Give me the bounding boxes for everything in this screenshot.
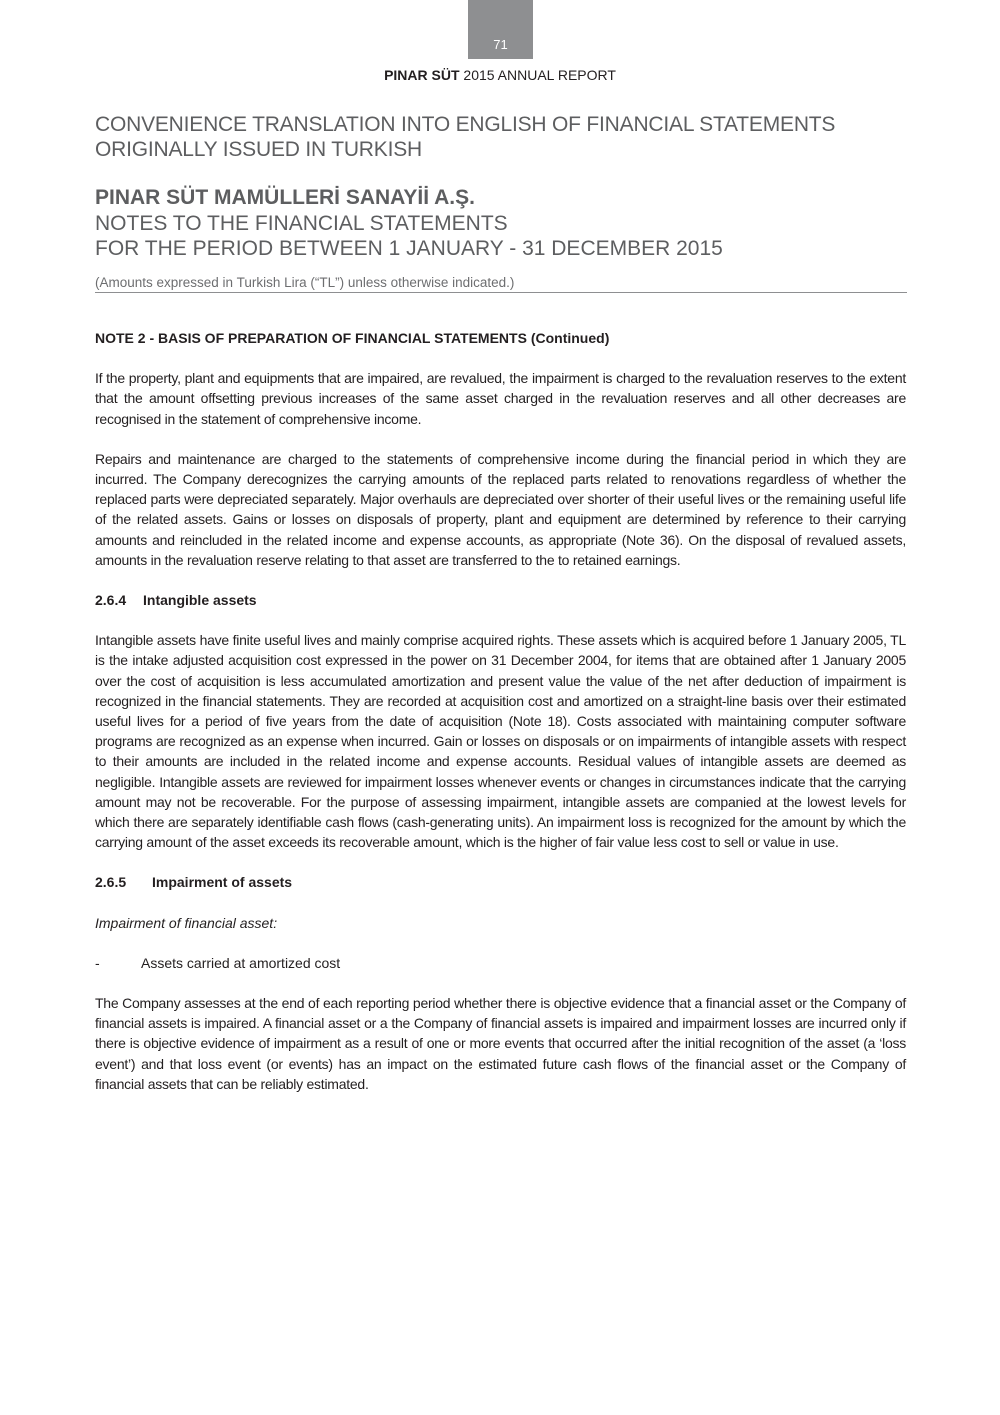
bullet-dash: - [95,954,100,971]
conv-title-line2: ORIGINALLY ISSUED IN TURKISH [95,138,422,161]
report-title [0,67,1000,83]
bullet-text: Assets carried at amortized cost [141,954,341,971]
page-number-tab [468,0,533,59]
section-title: Impairment of assets [152,874,293,891]
document-body [95,328,906,1114]
section-heading-impairment [95,872,906,892]
page-number: 71 [493,37,508,52]
section-title: Intangible assets [143,592,257,609]
convenience-translation-title [95,112,907,162]
company-name: PINAR SÜT MAMÜLLERİ SANAYİİ A.Ş. [95,186,475,209]
section-heading-intangible [95,590,906,610]
section-number: 2.6.5 [95,874,127,891]
italic-subheading: Impairment of financial asset: [95,914,278,931]
note-title: NOTE 2 - BASIS OF PREPARATION OF FINANCIAL STATEMENTS (Continued) [95,330,610,346]
paragraph-revaluation: If the property, plant and equipments that are impaired, are revalued, the impairment is charged to the revaluation reserves to the extent that the amount offsetting previous increases of the same asset charged in the revaluation reserves and all other decreases are recognised in the statement of comprehensive income. [95,370,906,427]
period-title: FOR THE PERIOD BETWEEN 1 JANUARY - 31 DECEMBER 2015 [95,237,723,260]
paragraph-repairs: Repairs and maintenance are charged to the statements of comprehensive income during the financial period in which they are incurred. The Company derecognizes the carrying amounts of the replaced parts related to renovations regardless of whether the replaced parts were depreciated separately. Major overhauls are depreciated over shorter of their useful lives or the remaining useful life of the related assets. Gains or losses on disposals of property, plant and equipment are determined by reference to their carrying amounts and reincluded in the related income and expense accounts, as appropriate (Note 36). On the disposal of revalued assets, amounts in the revaluation reserve relating to that asset are transferred to the to retained earnings. [95,450,906,568]
bullet-item [95,953,906,973]
notes-title: NOTES TO THE FINANCIAL STATEMENTS [95,212,508,235]
amounts-note: (Amounts expressed in Turkish Lira (“TL”) unless otherwise indicated.) [95,275,907,293]
report-subtitle: 2015 ANNUAL REPORT [459,67,616,83]
paragraph-intangible: Intangible assets have finite useful lives and mainly comprise acquired rights. These assets which is acquired before 1 January 2005, TL is the intake adjusted acquisition cost expressed in the power on 31 December 2004, for items that are obtained after 1 January 2005 over the cost of acquisition is less accumulated amortization and present value the value of the net after deduction of impairment is recognized in the financial statements. They are recorded at acquisition cost and amortized on a straight-line basis over their estimated useful lives for a period of five years from the date of acquisition (Note 18). Costs associated with maintaining computer software programs are recognized as an expense when incurred. Gain or losses on disposals or on impairments of intangible assets with respect to their amounts are included in the related income and expense accounts. Residual values of intangible assets are deemed as negligible. Intangible assets are reviewed for impairment losses whenever events or changes in circumstances indicate that the carrying amount may not be recoverable. For the purpose of assessing impairment, intangible assets are companied at the lowest levels for which there are separately identifiable cash flows (cash-generating units). An impairment loss is recognized for the amount by which the carrying amount of the asset exceeds its recoverable amount, which is the higher of fair value less cost to sell or value in use. [95,632,906,851]
conv-title-line1: CONVENIENCE TRANSLATION INTO ENGLISH OF FINANCIAL STATEMENTS [95,113,836,136]
paragraph-financial-asset: The Company assesses at the end of each reporting period whether there is objective evidence that a financial asset or the Company of financial assets is impaired. A financial asset or a the Company of financial assets is impaired and impairment losses are incurred only if there is objective evidence of impairment as a result of one or more events that occurred after the initial recognition of the asset (a ‘loss event’) and that loss event (or events) has an impact on the estimated future cash flows of the financial asset or the Company of financial assets that can be reliably estimated. [95,995,906,1092]
section-number: 2.6.4 [95,592,127,609]
report-brand: PINAR SÜT [384,67,460,83]
